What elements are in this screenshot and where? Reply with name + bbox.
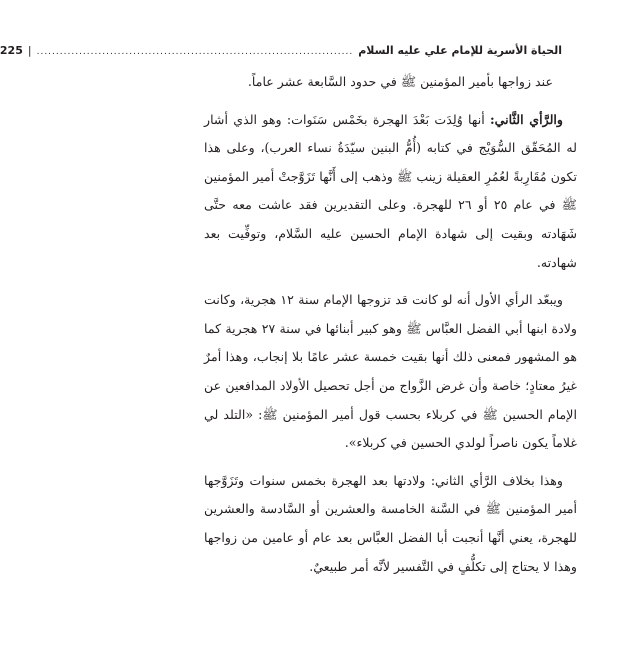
paragraph-2-lead: والرَّأي الثَّاني: xyxy=(490,111,564,127)
book-title: الحياة الأسرية للإمام علي عليه السلام xyxy=(358,44,562,57)
paragraph-2 xyxy=(204,106,577,278)
running-header xyxy=(0,44,562,60)
leader-dots: .................................................................................. xyxy=(36,47,354,57)
page-body xyxy=(204,68,577,581)
header-separator: | xyxy=(27,44,32,57)
paragraph-4 xyxy=(204,467,577,581)
page-number: 225 xyxy=(0,44,23,57)
paragraph-4-text: وهذا بخلاف الرَّأي الثاني: ولادتها بعد الهجرة بخمس سنوات وتَزَوَّجها أمير المؤمنين ﷺ في السَّنة الخامسة والعشرين أو السَّادسة والعشرين للهجرة، يعني أنَّها أنجبت أبا الفضل العبَّاس بعد عام أو عامين من زواجها وهذا لا يحتاج إلى تكلُّفٍ في التَّفسير لأنَّه أمر طبيعيٌ. xyxy=(204,472,577,574)
paragraph-1 xyxy=(204,68,577,97)
paragraph-2-text: أنها وُلِدَت بَعْدَ الهجرة بخَمْس سَنَوات: وهو الذي أشار له المُحَقّق السُّوَيْج في كتابه (أُمُّ البنين سيّدَةُ نساء العرب)، وعلى هذا تكون مُقَارِبةً لعُمُرِ العقيلة زينب ﷺ وذهب إلى أَنَّها تَزَوَّجتْ أمير المؤمنين ﷺ في عام ٢٥ أو ٢٦ للهجرة. وعلى التقديرين فقد عاشت معه حتَّى شَهَادته وبقيت إلى شهادة الإمام الحسين عليه السَّلام، وتوفِّيت بعد شهادته. xyxy=(204,111,578,270)
paragraph-3 xyxy=(204,286,577,458)
paragraph-1-text: عند زواجها بأمير المؤمنين ﷺ في حدود السَّابعة عشر عاماً. xyxy=(247,74,553,89)
paragraph-3-text: ويبعّد الرأي الأول أنه لو كانت قد تزوجها الإمام سنة ١٢ هجرية، وكانت ولادة ابنها أبي الفضل العبَّاس ﷺ وهو كبير أبنائها في سنة ٢٧ هجرية كما هو المشهور فمعنى ذلك أنها بقيت خمسة عشر عامًا بلا إنجاب، وهذا أمرٌ غيرُ معتادٍ؛ خاصة وأن غرض الزَّواج من أجل تحصيل الأولاد المدافعين عن الإمام الحسين ﷺ في كربلاء بحسب قول أمير المؤمنين ﷺ: «التلد لي غلاماً يكون ناصراً لولدي الحسين في كربلاء». xyxy=(204,292,577,451)
